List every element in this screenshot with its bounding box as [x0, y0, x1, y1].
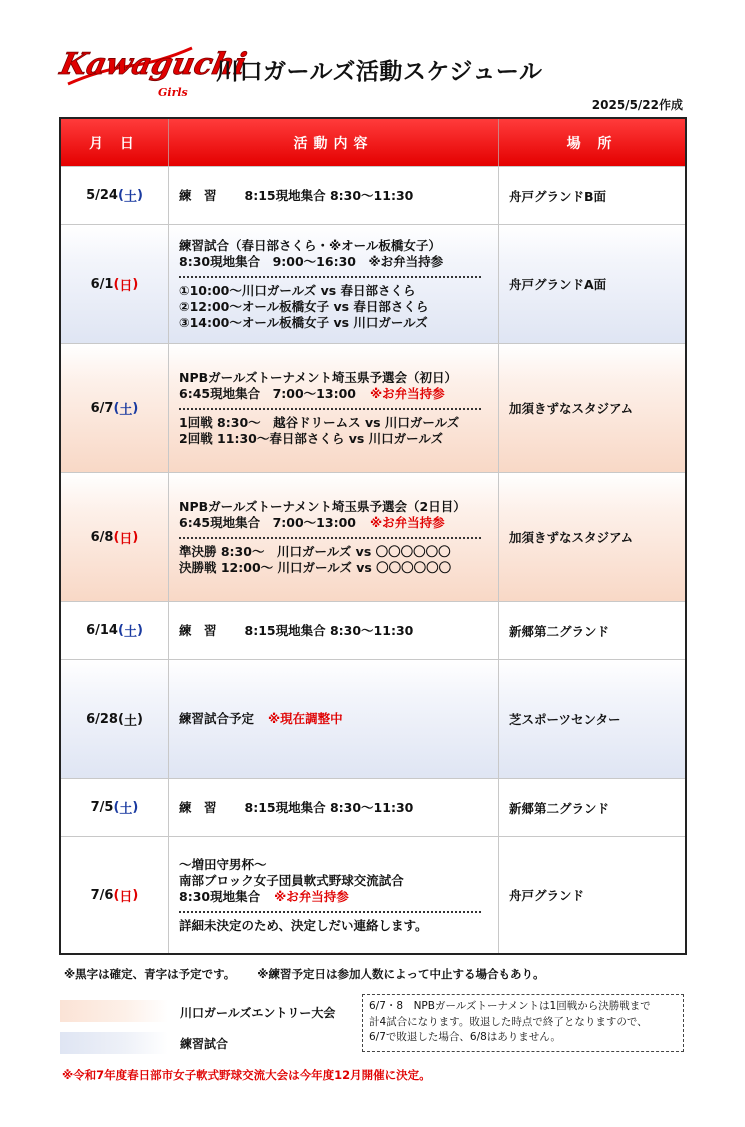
header-activity: 活動内容	[169, 119, 499, 166]
activity-text: NPBガールズトーナメント埼玉県予選会（2日目）	[179, 498, 466, 514]
legend-swatch-blue	[60, 1032, 168, 1054]
row-activity	[169, 779, 499, 836]
activity-line	[179, 711, 343, 727]
activity-red-note: ※お弁当持参	[274, 888, 349, 904]
row-date: 6/8 ( 日 )	[61, 473, 169, 601]
logo-sub-text: Girls	[158, 86, 188, 99]
activity-line	[179, 544, 451, 560]
date-text: 6/28	[86, 711, 118, 727]
activity-line	[179, 800, 413, 816]
activity-line	[179, 415, 459, 431]
date-text: 7/5	[90, 800, 114, 815]
activity-line	[179, 918, 428, 934]
date-text: 6/8	[90, 529, 114, 545]
schedule-row	[61, 166, 685, 224]
weekday-text: 土	[123, 190, 137, 205]
date-text: 5/24	[86, 188, 118, 203]
weekday-text: 土	[123, 625, 137, 640]
note-cancellation: ※練習予定日は参加人数によって中止する場合もあり。	[257, 967, 545, 981]
activity-text: ～増田守男杯～	[179, 856, 267, 872]
row-place: 芝スポーツセンター	[509, 712, 621, 727]
row-place: 舟戸グランドB面	[509, 188, 607, 204]
note-box-line: 6/7で敗退した場合、6/8はありません。	[369, 1031, 561, 1043]
activity-text: 8:30現地集合	[179, 888, 261, 904]
row-date: 7/5 ( 土 )	[61, 779, 169, 836]
legend-swatch-orange	[60, 1000, 168, 1022]
row-date: 6/1 ( 日 )	[61, 225, 169, 343]
schedule-row	[61, 601, 685, 659]
schedule-row	[61, 472, 685, 601]
activity-text: ③14:00～オール板橋女子 vs 川口ガールズ	[179, 314, 428, 330]
legend-label-entry: 川口ガールズエントリー大会	[180, 1006, 336, 1020]
activity-text: 8:30現地集合 9:00～16:30 ※お弁当持参	[179, 253, 444, 269]
date-text: 6/1	[90, 276, 114, 292]
weekday-text: 日	[119, 278, 133, 294]
activity-line	[179, 370, 457, 386]
row-activity	[169, 837, 499, 953]
activity-text: ②12:00～オール板橋女子 vs 春日部さくら	[179, 298, 429, 314]
activity-text: 練習試合予定	[179, 711, 255, 726]
activity-line	[179, 499, 466, 515]
bottom-announcement: ※令和7年度春日部市女子軟式野球交流大会は今年度12月開催に決定。	[62, 1068, 431, 1082]
date-text: 6/7	[90, 400, 114, 416]
activity-red-note: ※お弁当持参	[369, 514, 445, 530]
row-activity	[169, 344, 499, 472]
activity-text: 練 習	[179, 187, 217, 203]
activity-text: 決勝戦 12:00～ 川口ガールズ vs 〇〇〇〇〇〇	[179, 559, 452, 575]
logo-text: Kawaguchi	[57, 47, 250, 82]
row-activity	[169, 167, 499, 224]
row-activity	[169, 473, 499, 601]
dotted-divider	[179, 408, 481, 410]
row-place: 加須きずなスタジアム	[509, 401, 634, 416]
activity-red-note: ※お弁当持参	[369, 385, 445, 401]
row-place: 舟戸グランドA面	[509, 277, 607, 292]
note-box-line: 6/7・8 NPBガールズトーナメントは1回戦から決勝戦まで	[369, 1000, 651, 1012]
row-date: 6/7 ( 土 )	[61, 344, 169, 472]
activity-red-note: ※現在調整中	[268, 711, 343, 726]
row-place: 新郷第二グランド	[509, 623, 610, 639]
activity-text: 準決勝 8:30～ 川口ガールズ vs 〇〇〇〇〇〇	[179, 543, 451, 559]
activity-text: NPBガールズトーナメント埼玉県予選会（初日）	[179, 369, 458, 385]
row-activity	[169, 225, 499, 343]
tournament-note-box	[362, 994, 684, 1052]
schedule-row	[61, 224, 685, 343]
activity-line	[179, 889, 349, 905]
activity-line	[179, 431, 443, 447]
activity-text: 2回戦 11:30～春日部さくら vs 川口ガールズ	[179, 430, 444, 446]
activity-line	[179, 386, 445, 402]
schedule-row	[61, 659, 685, 778]
table-header	[61, 119, 685, 166]
row-date: 7/6 ( 日 )	[61, 837, 169, 953]
row-place: 新郷第二グランド	[509, 800, 610, 816]
activity-text: 練習試合（春日部さくら・※オール板橋女子）	[179, 237, 441, 253]
activity-line	[179, 188, 413, 204]
activity-text: 練 習	[179, 622, 217, 638]
created-date: 2025/5/22作成	[591, 98, 683, 112]
weekday-text: 土	[123, 713, 137, 729]
activity-line	[179, 857, 267, 873]
weekday-text: 日	[119, 531, 133, 547]
dotted-divider	[179, 537, 481, 539]
activity-text: ①10:00～川口ガールズ vs 春日部さくら	[179, 282, 416, 298]
dotted-divider	[179, 911, 481, 913]
schedule-row	[61, 343, 685, 472]
schedule-row	[61, 836, 685, 953]
activity-line	[179, 238, 441, 254]
dotted-divider	[179, 276, 481, 278]
row-place: 加須きずなスタジアム	[509, 530, 634, 545]
activity-line	[179, 515, 445, 531]
activity-text: 1回戦 8:30～ 越谷ドリームス vs 川口ガールズ	[179, 414, 460, 430]
schedule-row	[61, 778, 685, 836]
activity-time: 8:15現地集合 8:30～11:30	[244, 187, 414, 203]
note-confirmed-planned: ※黒字は確定、青字は予定です。	[64, 967, 236, 981]
row-activity	[169, 660, 499, 778]
activity-text: 南部ブロック女子団員軟式野球交流試合	[179, 872, 404, 888]
header-place: 場 所	[566, 135, 618, 152]
row-activity	[169, 602, 499, 659]
notes-line	[64, 966, 544, 982]
table-body	[61, 166, 685, 953]
activity-text: 練 習	[179, 799, 217, 815]
weekday-text: 日	[119, 889, 133, 905]
weekday-text: 土	[119, 402, 133, 418]
legend-label-practice-game: 練習試合	[180, 1037, 229, 1051]
activity-text: 6:45現地集合 7:00～13:00	[179, 385, 356, 401]
activity-line	[179, 315, 428, 331]
page-title: 川口ガールズ活動スケジュール	[216, 59, 543, 85]
activity-text: 6:45現地集合 7:00～13:00	[179, 514, 356, 530]
row-date: 6/14 ( 土 )	[61, 602, 169, 659]
note-box-line: 計4試合になります。敗退した時点で終了となりますので、	[369, 1015, 648, 1028]
activity-text: 詳細未決定のため、決定しだい連絡します。	[179, 917, 428, 933]
row-place: 舟戸グランド	[509, 888, 585, 903]
header-date: 月 日	[61, 119, 169, 166]
schedule-table	[59, 117, 687, 955]
date-text: 7/6	[90, 887, 114, 903]
weekday-text: 土	[119, 802, 133, 817]
activity-line	[179, 299, 428, 315]
row-date: 5/24 ( 土 )	[61, 167, 169, 224]
activity-line	[179, 623, 413, 639]
kawaguchi-girls-logo	[57, 40, 250, 100]
activity-line	[179, 254, 443, 270]
date-text: 6/14	[86, 623, 118, 638]
activity-time: 8:15現地集合 8:30～11:30	[244, 799, 414, 815]
row-date: 6/28 ( 土 )	[61, 660, 169, 778]
activity-line	[179, 283, 416, 299]
activity-line	[179, 560, 451, 576]
activity-line	[179, 873, 404, 889]
activity-time: 8:15現地集合 8:30～11:30	[244, 622, 414, 638]
